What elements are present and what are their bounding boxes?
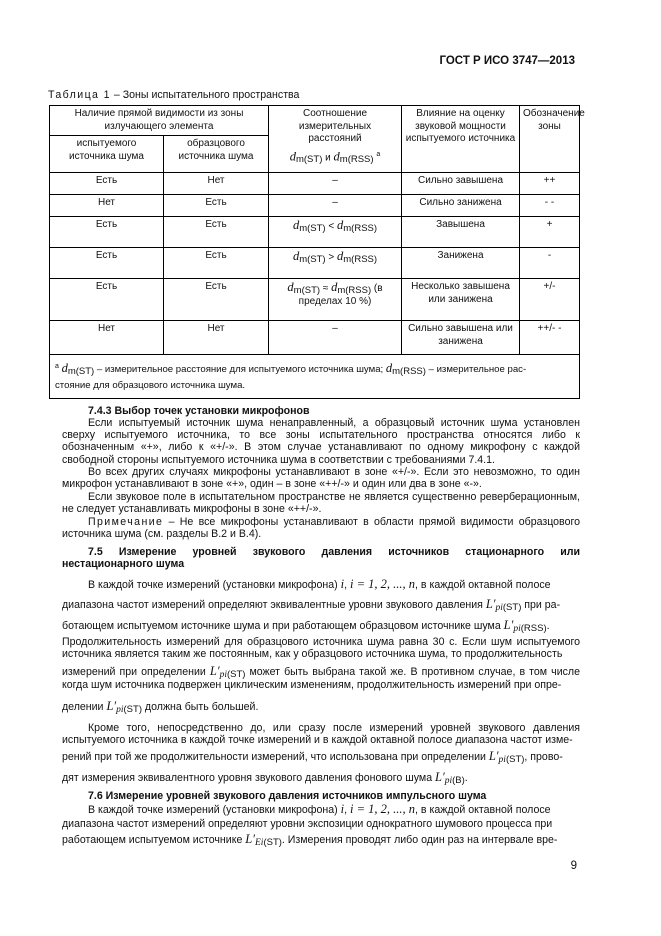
page-number: 9: [570, 860, 577, 872]
header-ratio: Соотношение измерительных расстояний dm(ST) и dm(RSS) $^a$: [269, 106, 402, 173]
paragraph: измерений при определении L′pi(ST) может быть выбрана такой же. В противном случае, в том числе когда шум источника подвержен циклическим изменениям, продолжительность измерений при опре-: [62, 664, 580, 692]
table-row: Нет Нет – Сильно завышена или занижена ++/- -: [50, 321, 580, 355]
header-ref-source: образцового источника шума: [164, 136, 269, 173]
paragraph: Если звуковое поле в испытательном пространстве не является существенно реверберационным, не следует устанавливать микрофоны в зоне «++/-».: [62, 491, 580, 516]
header-test-source: испытуемого источника шума: [50, 136, 164, 173]
paragraph: рений при той же продолжительности измерений, что использована при определении L′pi(ST), прово-: [62, 749, 563, 765]
paragraph: дят измерения эквивалентного уровня звукового давления фонового шума L′pi(B).: [62, 770, 468, 786]
table-row: Есть Есть dm(ST) < dm(RSS) Завышена +: [50, 217, 580, 248]
note: Примечание – Не все микрофоны устанавливают в области прямой видимости образцового источника шума (см. разделы В.2 и В.4).: [62, 516, 580, 541]
paragraph: Если испытуемый источник шума ненаправленный, а образцовый источник шума установлен сверху испытуемого источника, то все зоны испытательного пространства относятся либо к обозначенным «+», либо к «+/-». В этом случае устанавливают по одному микрофону с каждой свободной стороны испытуемого источника шума в соответствии с требованиями 7.4.1.: [62, 417, 580, 466]
document-header: ГОСТ Р ИСО 3747—2013: [439, 55, 575, 67]
table-row: Есть Нет – Сильно завышена ++: [50, 173, 580, 195]
section-7-4-3: [88, 405, 580, 417]
paragraph: ботающем испытуемом источнике шума и при работающем образцовом источнике шума L′pi(RSS).: [62, 618, 550, 634]
section-title-7-6: 7.6 Измерение уровней звукового давления источников импульсного шума: [88, 790, 487, 802]
paragraph: диапазона частот измерений определяют уровни экспозиции однократного шумового процесса при: [62, 818, 553, 830]
table-caption: Таблица 1 – Зоны испытательного пространства: [48, 89, 300, 101]
paragraph: В каждой точке измерений (установки микрофона) i, i = 1, 2, ..., n, в каждой октавной полосе: [88, 577, 551, 591]
paragraph: Во всех других случаях микрофоны устанавливают в зоне «+/-». Если это невозможно, то один микрофон устанавливают в зоне «+», один – в зоне «++/-» и один или два в зоне «-».: [62, 466, 580, 491]
paragraph: В каждой точке измерений (установки микрофона) i, i = 1, 2, ..., n, в каждой октавной полосе: [88, 802, 551, 816]
paragraph: Продолжительность измерений для образцового источника шума равна 30 с. Если шум испытуемого источника является таким же постоянным, как у образцового источника шума, то продолжительность: [62, 636, 580, 661]
paragraph: диапазона частот измерений определяют эквивалентные уровни звукового давления L′pi(ST) при ра-: [62, 597, 561, 613]
section-title-7-5: 7.5 Измерение уровней звукового давления источников стационарного или нестационарного шума: [62, 546, 580, 571]
paragraph: Кроме того, непосредственно до, или сразу после измерений уровней звукового давления испытуемого источника в каждой точке измерений и в каждой октавной полосе диапазона частот изме-: [62, 722, 580, 747]
header-influence: Влияние на оценку звуковой мощности испытуемого источника: [402, 106, 520, 173]
zones-table: [49, 105, 585, 399]
table-footnote: $^a$ dm(ST) – измерительное расстояние для испытуемого источника шума; dm(RSS) – измерительное рас- стояние для образцового источника шума.: [50, 355, 580, 399]
table-row: Нет Есть – Сильно занижена - -: [50, 195, 580, 217]
paragraph: работающем испытуемом источнике L′Ei(ST). Измерения проводят либо один раз на интервале вре-: [62, 832, 558, 848]
section-title: 7.4.3 Выбор точек установки микрофонов: [88, 405, 310, 417]
header-zone: Обозначение зоны: [520, 106, 580, 173]
table-row: Есть Есть dm(ST) > dm(RSS) Занижена -: [50, 248, 580, 279]
header-visibility: Наличие прямой видимости из зоны излучающего элемента: [50, 106, 269, 136]
paragraph: делении L′pi(ST) должна быть большей.: [62, 699, 259, 715]
table-row: Есть Есть dm(ST) ≈ dm(RSS) (в пределах 10 %) Несколько завышена или занижена +/-: [50, 279, 580, 321]
